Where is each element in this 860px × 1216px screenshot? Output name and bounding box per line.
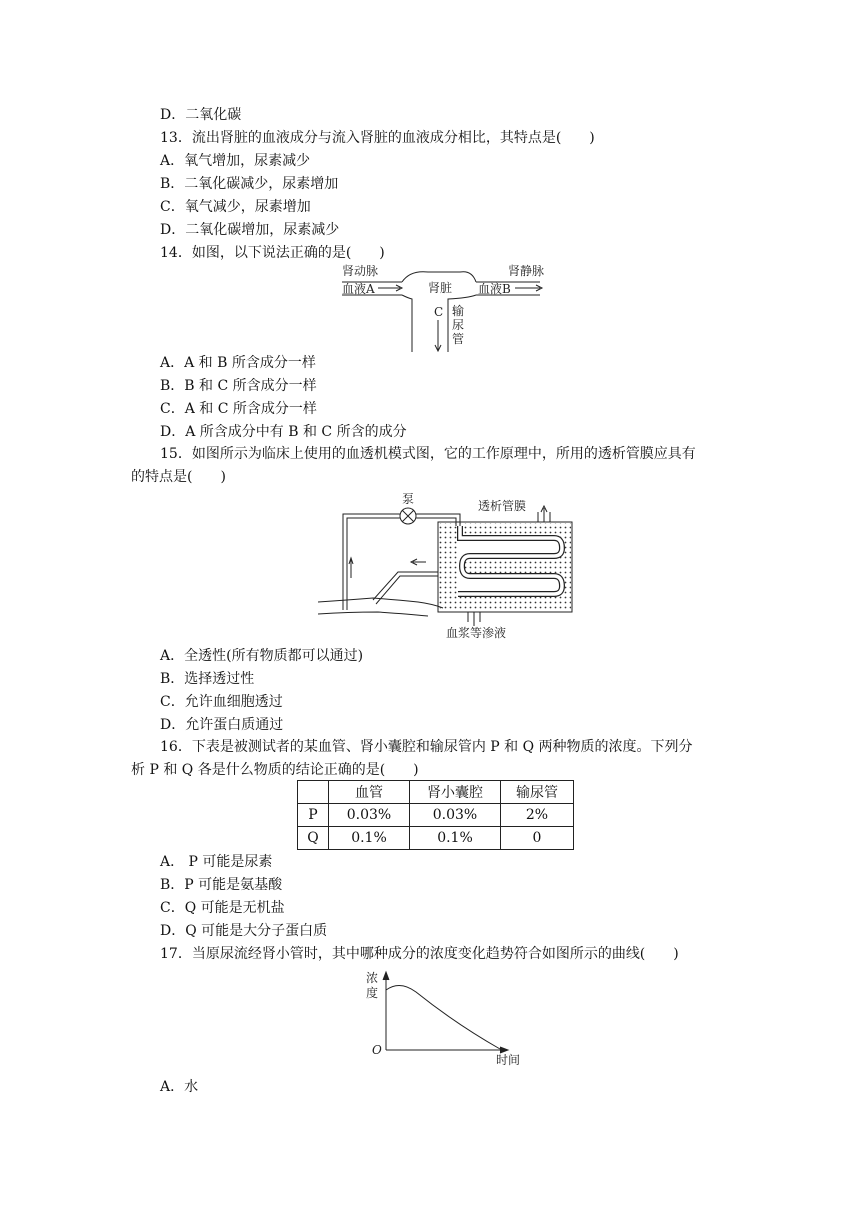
- question-16-line2: 析 P 和 Q 各是什么物质的结论正确的是( ): [131, 762, 419, 778]
- axis-label-time: 时间: [496, 1053, 521, 1067]
- question-16-line1: 16．下表是被测试者的某血管、肾小囊腔和输尿管内 P 和 Q 两种物质的浓度。下列分: [160, 739, 693, 755]
- table-header-cell: 肾小囊腔: [410, 781, 501, 804]
- q16-option-c: C．Q 可能是无机盐: [160, 900, 285, 916]
- table-cell: Q: [298, 827, 329, 850]
- table-cell: 0.03%: [410, 804, 501, 827]
- q14-option-a: A．A 和 B 所含成分一样: [160, 355, 316, 371]
- label-kidney: 肾脏: [428, 281, 453, 295]
- table-header-cell: 输尿管: [501, 781, 574, 804]
- q14-option-c: C．A 和 C 所含成分一样: [160, 401, 317, 417]
- label-blood-a: 血液A: [342, 282, 375, 296]
- q15-option-a: A．全透性(所有物质都可以通过): [160, 648, 364, 664]
- q15-option-c: C．允许血细胞透过: [160, 694, 283, 710]
- question-15-line1: 15．如图所示为临床上使用的血透机模式图，它的工作原理中，所用的透析管膜应具有: [160, 446, 696, 462]
- label-renal-artery: 肾动脉: [342, 264, 379, 278]
- table-cell: 0: [501, 827, 574, 850]
- question-14: 14．如图，以下说法正确的是( ): [160, 245, 385, 261]
- q16-option-a: A． P 可能是尿素: [160, 854, 273, 870]
- table-header-row: [298, 781, 574, 804]
- label-plasma-isotonic: 血浆等渗液: [446, 626, 507, 640]
- label-blood-b: 血液B: [478, 282, 511, 296]
- table-header-cell: 血管: [329, 781, 410, 804]
- dialysis-machine-diagram: [318, 490, 578, 642]
- label-ureter-2: 尿: [452, 318, 465, 332]
- concentration-table: [297, 780, 574, 850]
- q13-option-b: B．二氧化碳减少，尿素增加: [160, 176, 339, 192]
- kidney-diagram: [330, 262, 560, 354]
- concentration-curve-chart: [360, 968, 530, 1068]
- q16-option-b: B．P 可能是氨基酸: [160, 877, 283, 893]
- axis-label-concentration-2: 度: [366, 986, 379, 1000]
- table-cell: 0.1%: [329, 827, 410, 850]
- table-row: [298, 827, 574, 850]
- q13-option-a: A．氧气增加，尿素减少: [160, 153, 311, 169]
- axis-label-concentration-1: 浓: [366, 971, 379, 985]
- label-renal-vein: 肾静脉: [508, 264, 545, 278]
- label-dialysis-membrane: 透析管膜: [478, 499, 527, 513]
- q15-option-b: B．选择透过性: [160, 671, 255, 687]
- table-row: [298, 804, 574, 827]
- q14-option-b: B．B 和 C 所含成分一样: [160, 378, 317, 394]
- table-header-cell: [298, 781, 329, 804]
- q15-option-d: D．允许蛋白质通过: [160, 717, 284, 733]
- curve-line: [386, 985, 500, 1049]
- table-cell: 2%: [501, 804, 574, 827]
- q17-option-a: A．水: [160, 1079, 199, 1095]
- table-cell: 0.03%: [329, 804, 410, 827]
- q12-option-d: D．二氧化碳: [160, 107, 242, 123]
- q14-option-d: D．A 所含成分中有 B 和 C 所含的成分: [160, 424, 407, 440]
- label-ureter-1: 输: [452, 304, 465, 318]
- table-cell: P: [298, 804, 329, 827]
- table-cell: 0.1%: [410, 827, 501, 850]
- q13-option-c: C．氧气减少，尿素增加: [160, 199, 311, 215]
- q13-option-d: D．二氧化碳增加，尿素减少: [160, 222, 340, 238]
- label-c: C: [434, 305, 444, 319]
- label-pump: 泵: [402, 492, 415, 506]
- question-17: 17．当原尿流经肾小管时，其中哪种成分的浓度变化趋势符合如图所示的曲线( ): [160, 946, 679, 962]
- label-ureter-3: 管: [452, 332, 465, 346]
- q16-option-d: D．Q 可能是大分子蛋白质: [160, 923, 328, 939]
- question-13: 13．流出肾脏的血液成分与流入肾脏的血液成分相比，其特点是( ): [160, 130, 595, 146]
- origin-label: O: [372, 1043, 382, 1057]
- question-15-line2: 的特点是( ): [131, 469, 226, 485]
